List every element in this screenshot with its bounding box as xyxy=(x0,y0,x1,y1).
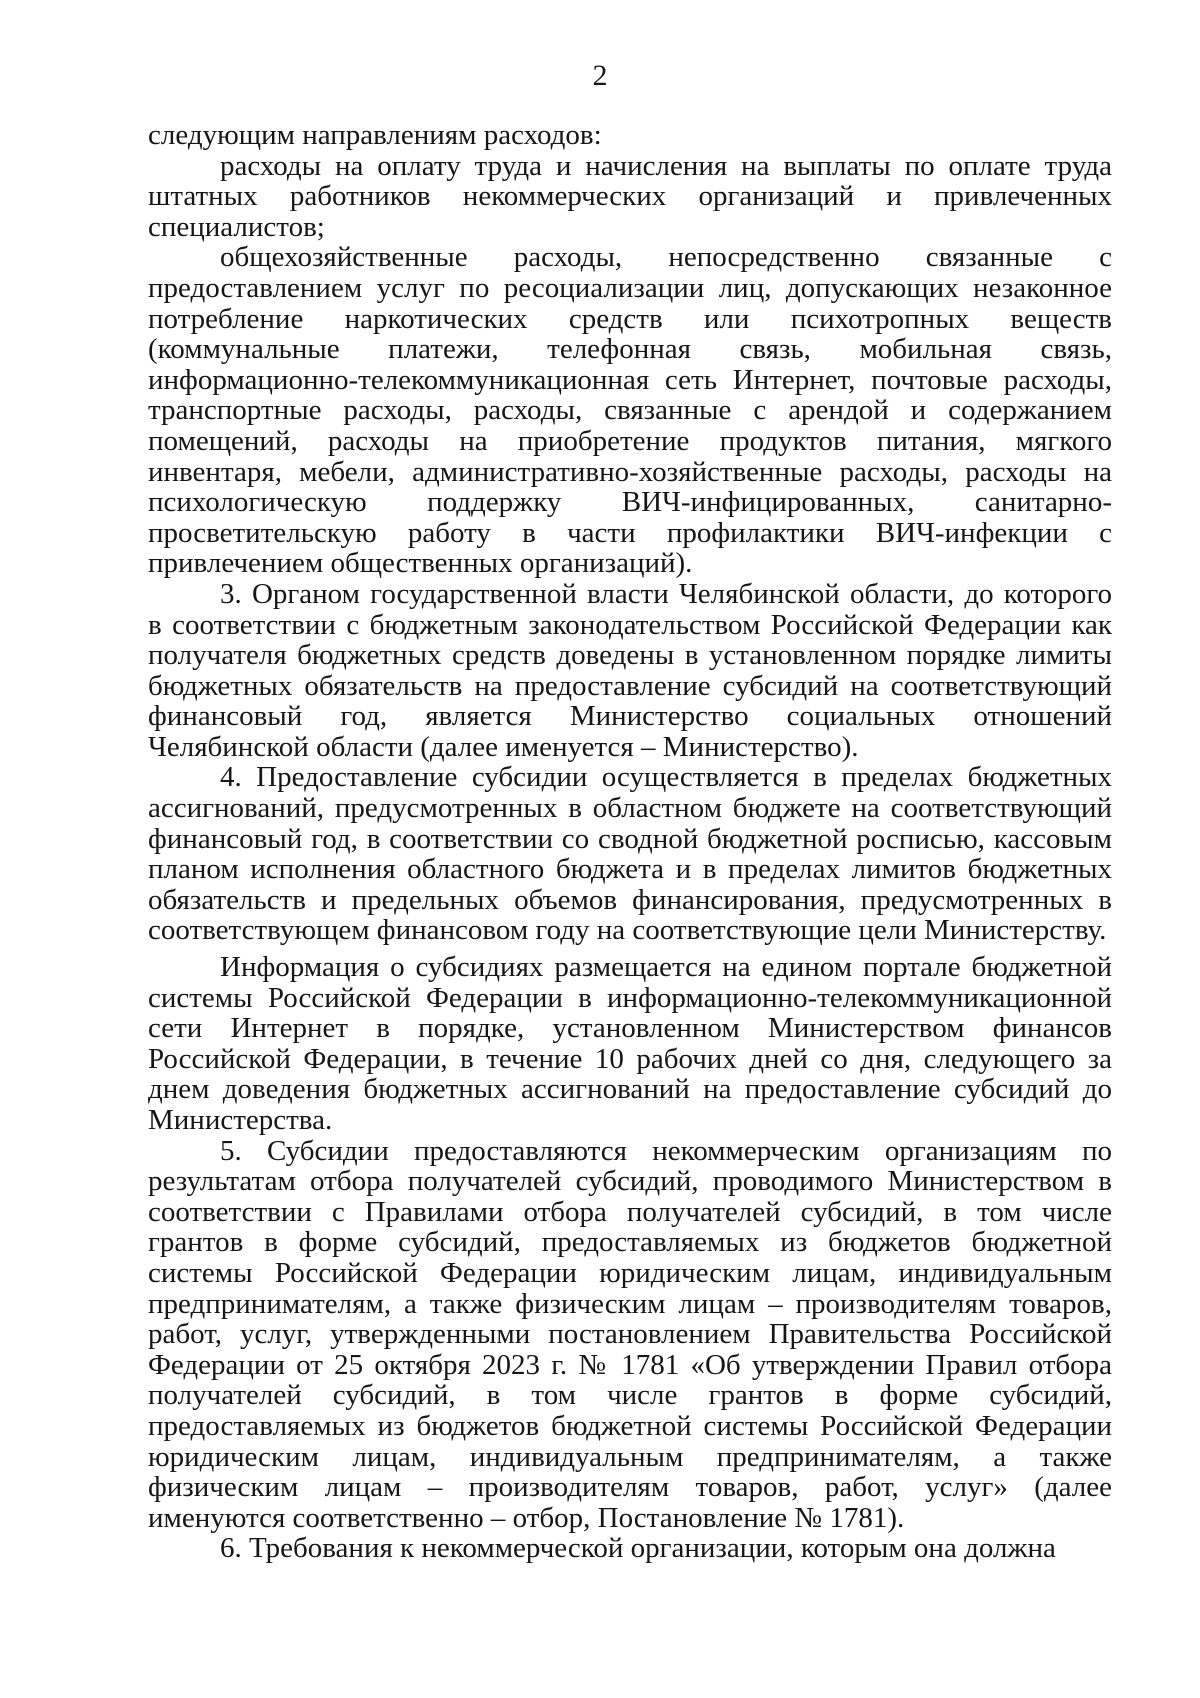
paragraph-general-expenses: общехозяйственные расходы, непосредственно связанные с предоставлением услуг по ресоциализации лиц, допускающих незаконное потребление наркотических средств или психотропных веществ (коммунальные платежи, телефонная связь, мобильная связь, информационно-телекоммуникационная сеть Интернет, почтовые расходы, транспортные расходы, расходы, связанные с арендой и содержанием помещений, расходы на приобретение продуктов питания, мягкого инвентаря, мебели, административно-хозяйственные расходы, расходы на психологическую поддержку ВИЧ-инфицированных, санитарно-просветительскую работу в части профилактики ВИЧ-инфекции с привлечением общественных организаций). xyxy=(148,241,1112,580)
paragraph-labor-costs: расходы на оплату труда и начисления на выплаты по оплате труда штатных работников некоммерческих организаций и привлеченных специалистов; xyxy=(148,149,1112,243)
paragraph-item-4: 4. Предоставление субсидии осуществляется в пределах бюджетных ассигнований, предусмотренных в областном бюджете на соответствующий финансовый год, в соответствии со сводной бюджетной росписью, кассовым планом исполнения областного бюджета и в пределах лимитов бюджетных обязательств и предельных объемов финансирования, предусмотренных в соответствующем финансовом году на соответствующие цели Министерству. xyxy=(148,761,1112,947)
paragraph-item-6: 6. Требования к некоммерческой организации, которым она должна xyxy=(220,1532,1056,1565)
page-number: 2 xyxy=(592,59,608,92)
document-body xyxy=(148,120,1112,1564)
paragraph-item-5: 5. Субсидии предоставляются некоммерческим организациям по результатам отбора получателей субсидий, проводимого Министерством в соответствии с Правилами отбора получателей субсидий, в том числе грантов в форме субсидий, предоставляемых из бюджетов бюджетной системы Российской Федерации юридическим лицам, индивидуальным предпринимателям, а также физическим лицам – производителям товаров, работ, услуг, утвержденными постановлением Правительства Российской Федерации от 25 октября 2023 г. № 1781 «Об утверждении Правил отбора получателей субсидий, в том числе грантов в форме субсидий, предоставляемых из бюджетов бюджетной системы Российской Федерации юридическим лицам, индивидуальным предпринимателям, а также физическим лицам – производителям товаров, работ, услуг» (далее именуются соответственно – отбор, Постановление № 1781). xyxy=(148,1134,1112,1534)
paragraph-continuation: следующим направлениям расходов: xyxy=(148,119,602,151)
paragraph-item-3: 3. Органом государственной власти Челябинской области, до которого в соответствии с бюджетным законодательством Российской Федерации как получателя бюджетных средств доведены в установленном порядке лимиты бюджетных обязательств на предоставление субсидий на соответствующий финансовый год, является Министерство социальных отношений Челябинской области (далее именуется – Министерство). xyxy=(148,577,1112,763)
paragraph-subsidy-information: Информация о субсидиях размещается на едином портале бюджетной системы Российской Федерации в информационно-телекоммуникационной сети Интернет в порядке, установленном Министерством финансов Российской Федерации, в течение 10 рабочих дней со дня, следующего за днем доведения бюджетных ассигнований на предоставление субсидий до Министерства. xyxy=(148,951,1112,1136)
